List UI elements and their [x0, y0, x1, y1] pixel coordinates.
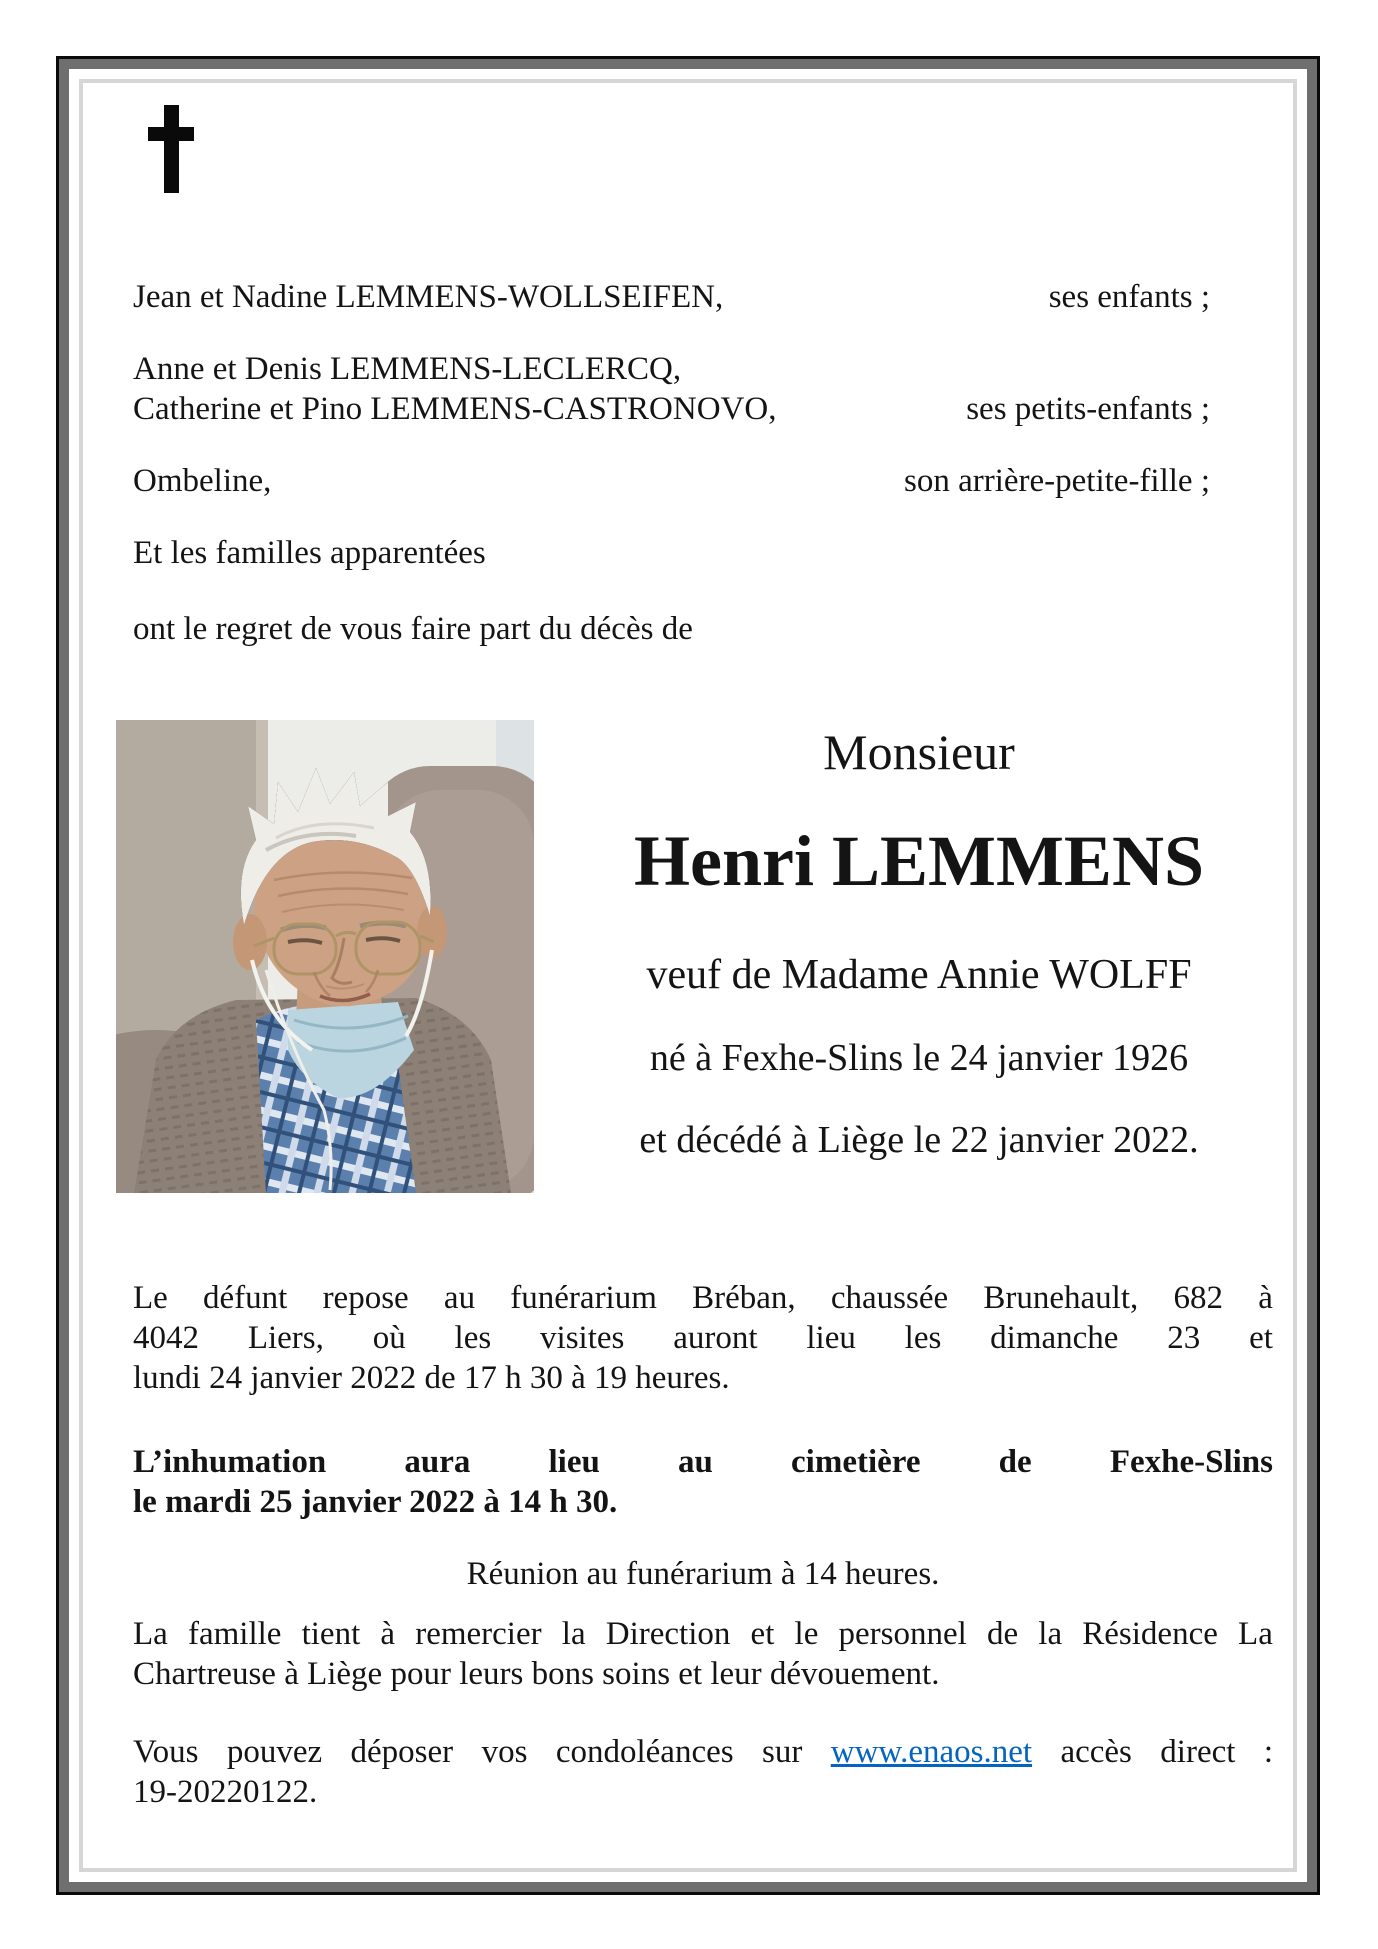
word: au	[443, 1280, 476, 1316]
family-names: Jean et Nadine LEMMENS-WOLLSEIFEN,	[133, 279, 724, 315]
repose-line-3: lundi 24 janvier 2022 de 17 h 30 à 19 heures.	[133, 1360, 730, 1396]
word: funérarium	[510, 1280, 657, 1316]
word: La	[133, 1616, 168, 1652]
deceased-name: Henri LEMMENS	[634, 821, 1204, 901]
word: les	[904, 1320, 942, 1356]
word: accès	[1060, 1734, 1132, 1770]
announcement-line	[133, 608, 1210, 650]
family-relation: ses enfants ;	[1048, 279, 1210, 315]
word: 23	[1167, 1320, 1201, 1356]
word: repose	[322, 1280, 409, 1316]
word: Résidence	[1082, 1616, 1218, 1652]
word: Brunehault,	[983, 1280, 1139, 1316]
portrait-illustration	[116, 720, 534, 1193]
gathering-line: Réunion au funérarium à 14 heures.	[466, 1556, 940, 1592]
word: de	[998, 1444, 1032, 1480]
thanks-paragraph	[133, 1614, 1273, 1694]
burial-line-2: le mardi 25 janvier 2022 à 14 h 30.	[133, 1484, 618, 1520]
word: cimetière	[791, 1444, 921, 1480]
condolences-code: 19-20220122.	[133, 1774, 318, 1810]
word: dimanche	[990, 1320, 1119, 1356]
word: Le	[133, 1280, 168, 1316]
family-row	[133, 532, 1210, 574]
family-relation: son arrière-petite-fille ;	[903, 463, 1210, 499]
thanks-line-2: Chartreuse à Liège pour leurs bons soins et leur dévouement.	[133, 1656, 940, 1692]
word: L’inhumation	[133, 1444, 327, 1480]
word: direct	[1160, 1734, 1236, 1770]
word: auront	[673, 1320, 758, 1356]
repose-line-1	[133, 1278, 1273, 1318]
word: Liers,	[247, 1320, 324, 1356]
word: vos	[481, 1734, 528, 1770]
enaos-link[interactable]: www.enaos.net	[830, 1734, 1033, 1770]
word: chaussée	[830, 1280, 949, 1316]
word: où	[372, 1320, 406, 1356]
word: personnel	[838, 1616, 967, 1652]
word: Vous	[133, 1734, 199, 1770]
word: :	[1263, 1734, 1273, 1770]
word: lieu	[548, 1444, 600, 1480]
family-row	[133, 388, 1210, 430]
family-row	[133, 348, 1210, 390]
portrait-photo	[116, 720, 534, 1193]
word: famille	[187, 1616, 282, 1652]
word: la	[1038, 1616, 1063, 1652]
word: et	[750, 1616, 775, 1652]
word: et	[1249, 1320, 1273, 1356]
word: au	[678, 1444, 713, 1480]
family-row	[133, 460, 1210, 502]
word: déposer	[350, 1734, 454, 1770]
word: lieu	[806, 1320, 856, 1356]
announcement-text: ont le regret de vous faire part du décès de	[133, 611, 693, 647]
word: Direction	[605, 1616, 731, 1652]
civility-title: Monsieur	[823, 724, 1015, 780]
word: La	[1238, 1616, 1273, 1652]
condolences-line-1	[133, 1732, 1273, 1772]
word: à	[1258, 1280, 1273, 1316]
family-names: Anne et Denis LEMMENS-LECLERCQ,	[133, 351, 682, 387]
word: tient	[301, 1616, 361, 1652]
cross-icon	[148, 105, 194, 193]
word: aura	[404, 1444, 471, 1480]
cross-horizontal-bar	[148, 127, 194, 141]
word: sur	[761, 1734, 803, 1770]
family-row	[133, 276, 1210, 318]
condolences-paragraph	[133, 1732, 1273, 1812]
death-line: et décédé à Liège le 22 janvier 2022.	[639, 1119, 1199, 1161]
word: condoléances	[555, 1734, 734, 1770]
word: à	[380, 1616, 396, 1652]
word: Fexhe-Slins	[1109, 1444, 1273, 1480]
family-relation: ses petits-enfants ;	[966, 391, 1210, 427]
family-names: Catherine et Pino LEMMENS-CASTRONOVO,	[133, 391, 777, 427]
word: pouvez	[226, 1734, 323, 1770]
word: Bréban,	[692, 1280, 796, 1316]
cross-vertical-bar	[164, 105, 179, 193]
birth-line: né à Fexhe-Slins le 24 janvier 1926	[649, 1037, 1189, 1079]
word: le	[794, 1616, 819, 1652]
burial-line-1	[133, 1442, 1273, 1482]
word: la	[561, 1616, 586, 1652]
word: les	[454, 1320, 492, 1356]
word: défunt	[203, 1280, 288, 1316]
family-names: Et les familles apparentées	[133, 535, 486, 571]
thanks-line-1	[133, 1614, 1273, 1654]
burial-paragraph	[133, 1442, 1273, 1522]
repose-line-2	[133, 1318, 1273, 1358]
word: visites	[540, 1320, 625, 1356]
repose-paragraph	[133, 1278, 1273, 1398]
widower-line: veuf de Madame Annie WOLFF	[646, 952, 1192, 998]
word: 682	[1173, 1280, 1223, 1316]
word: 4042	[133, 1320, 199, 1356]
word: remercier	[415, 1616, 542, 1652]
family-names: Ombeline,	[133, 463, 272, 499]
word: de	[986, 1616, 1019, 1652]
